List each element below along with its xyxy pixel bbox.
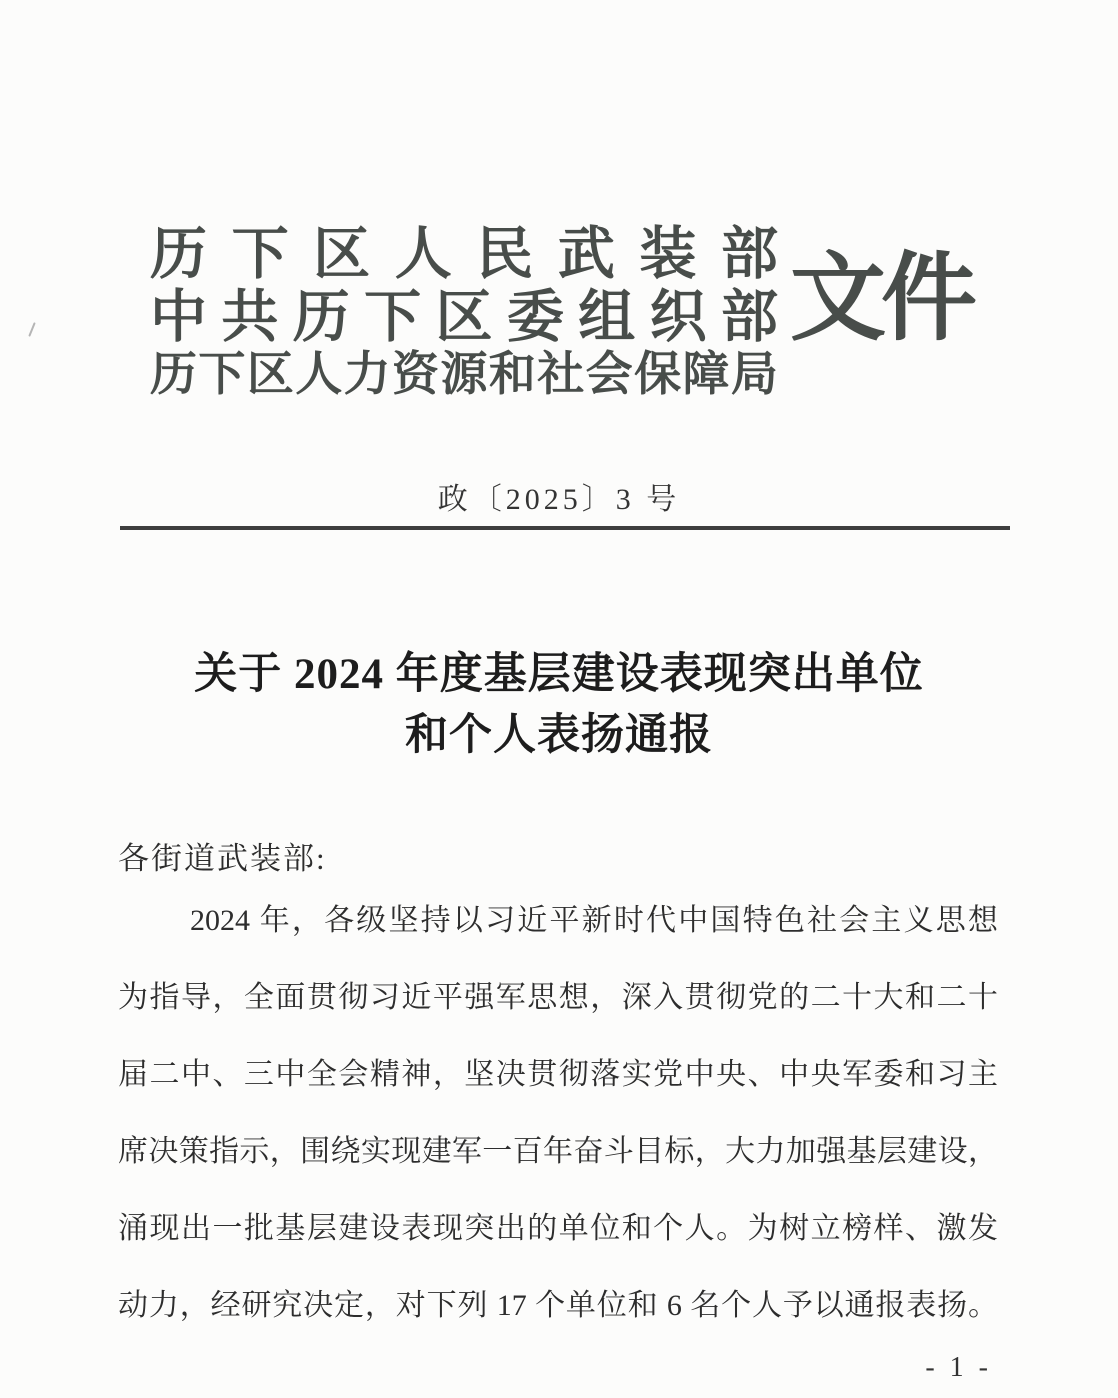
org-name-char: 组 — [578, 286, 636, 349]
scan-artifact — [28, 322, 35, 337]
org-name-2 — [150, 288, 778, 350]
org-name-1 — [150, 224, 778, 288]
org-name-char: 区 — [246, 349, 294, 401]
document-number: 政〔2025〕3 号 — [437, 483, 681, 516]
letterhead — [150, 223, 972, 401]
document-title — [0, 644, 1118, 766]
org-name-char: 人 — [295, 349, 343, 401]
org-name-char: 装 — [639, 223, 697, 286]
org-name-3 — [150, 349, 778, 401]
org-name-char: 障 — [682, 349, 730, 401]
paragraph-line: 席决策指示，围绕实现建军一百年奋斗目标，大力加强基层建设， — [118, 1135, 998, 1168]
org-name-char: 区 — [435, 286, 493, 349]
paragraph-line: 为指导，全面贯彻习近平强军思想，深入贯彻党的二十大和二十 — [118, 981, 998, 1014]
org-name-char: 区 — [313, 223, 371, 286]
org-name-char: 历 — [292, 286, 350, 349]
org-name-char: 下 — [198, 349, 246, 401]
org-name-char: 保 — [634, 349, 682, 401]
org-name-char: 部 — [720, 223, 778, 286]
body-paragraph — [118, 882, 998, 1344]
issuing-organizations — [150, 223, 778, 401]
org-name-char: 人 — [394, 223, 452, 286]
salutation: 各街道武装部: — [118, 841, 327, 876]
org-name-char: 下 — [364, 286, 422, 349]
org-name-char: 源 — [440, 349, 488, 401]
org-name-char: 力 — [343, 349, 391, 401]
org-name-char: 武 — [557, 223, 615, 286]
org-name-char: 下 — [231, 223, 289, 286]
paragraph-line: 动力，经研究决定，对下列 17 个单位和 6 名个人予以通报表扬。 — [118, 1289, 998, 1322]
org-name-char: 和 — [488, 349, 536, 401]
paragraph-line: 届二中、三中全会精神，坚决贯彻落实党中央、中央军委和习主 — [118, 1058, 998, 1091]
paragraph-line: 涌现出一批基层建设表现突出的单位和个人。为树立榜样、激发 — [118, 1212, 998, 1245]
org-name-char: 织 — [649, 286, 707, 349]
org-name-char: 历 — [150, 223, 207, 286]
letterhead-document-word: 文件 — [790, 245, 972, 352]
org-name-char: 中 — [150, 286, 207, 349]
org-name-char: 民 — [476, 223, 534, 286]
title-line-2: 和个人表扬通报 — [405, 712, 713, 759]
org-name-char: 历 — [150, 349, 197, 401]
paragraph-line: 2024 年，各级坚持以习近平新时代中国特色社会主义思想 — [190, 904, 998, 937]
title-line-1: 关于 2024 年度基层建设表现突出单位 — [194, 651, 924, 698]
org-name-char: 部 — [721, 286, 778, 349]
org-name-char: 资 — [392, 349, 440, 401]
letterhead-divider-rule — [120, 526, 1010, 530]
org-name-char: 共 — [221, 286, 279, 349]
page-number: - 1 - — [925, 1352, 992, 1383]
org-name-char: 会 — [585, 349, 633, 401]
org-name-char: 局 — [730, 349, 778, 401]
org-name-char: 委 — [506, 286, 564, 349]
org-name-char: 社 — [537, 349, 585, 401]
